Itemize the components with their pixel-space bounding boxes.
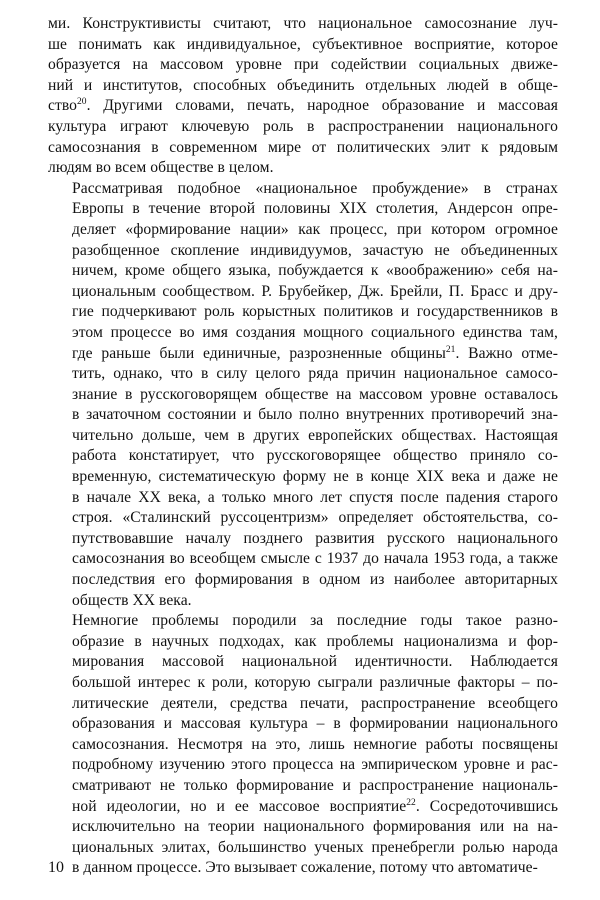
text-line: Рассматривая подобное «национальное пробуждение» в странах <box>72 179 558 197</box>
body-text <box>48 14 558 879</box>
text-line: литические деятели, средства печати, распространение всеобщего <box>72 694 558 712</box>
text-line: образуется на массовом уровне при содействии социальных движе- <box>48 56 558 74</box>
text-line: большой интерес к роли, которую сыграли различные факторы – по- <box>72 674 558 691</box>
text-line: ше понимать как индивидуальное, субъективное восприятие, которое <box>48 35 558 53</box>
text-line: чительно дольше, чем в других европейских обществах. Настоящая <box>72 426 558 444</box>
text-line: самосознания в современном мире от политических элит к рядовым <box>48 138 558 156</box>
text-line: ми. Конструктивисты считают, что национальное самосознание луч- <box>48 15 558 32</box>
text-line: циональным сообществом. Р. Брубейкер, Дж. Брейли, П. Брасс и дру- <box>72 282 558 300</box>
text-line: деляет «формирование нации» как процесс, при котором огромное <box>72 220 558 238</box>
text-line: самосознания во всеобщем смысле с 1937 до начала 1953 года, а также <box>72 550 558 568</box>
text-line: временную, систематическую форму не в конце XIX века и даже не <box>72 468 558 486</box>
text-line: тить, однако, что в силу целого ряда причин национальное самосо- <box>72 365 558 383</box>
text-line: путствовавшие началу позднего развития русского национального <box>72 529 558 547</box>
text-line: циональных элитах, большинство ученых пренебрегли ролью народа <box>72 838 558 856</box>
footnote-ref: 21 <box>445 344 456 355</box>
text-line: ний и институтов, способных объединить отдельных людей в обще- <box>48 76 558 94</box>
text-line: в зачаточном состоянии и было полно внутренних противоречий зна- <box>72 406 558 424</box>
text-line: мирования массовой национальной идентичности. Наблюдается <box>72 653 558 671</box>
text-line: самосознания. Несмотря на это, лишь немногие работы посвящены <box>72 735 558 753</box>
book-page <box>48 14 558 884</box>
text-line: в данном процессе. Это вызывает сожаление, потому что автоматиче- <box>72 859 538 877</box>
text-line: работа констатирует, что русскоговорящее общество приняло со- <box>72 447 558 465</box>
text-line: ничем, кроме общего языка, побуждается к «воображению» себя на- <box>72 262 558 280</box>
text-line: последствия его формирования в одном из наиболее авторитарных <box>72 571 558 589</box>
text-line: строя. «Сталинский руссоцентризм» определяет обстоятельства, со- <box>72 509 558 527</box>
paragraph-3 <box>48 611 558 879</box>
text-line: ной идеологии, но и ее массовое восприятие$^{22}$. Сосредоточившись <box>72 797 558 815</box>
text-line: где раньше были единичные, разрозненные общины$^{21}$. Важно отме- <box>72 344 558 362</box>
text-line: образования и массовая культура – в формировании национального <box>72 715 558 733</box>
text-line: знание в русскоговорящем обществе на массовом уровне оставалось <box>72 385 558 403</box>
text-line: Европы в течение второй половины XIX столетия, Андерсон опре- <box>72 200 558 218</box>
text-line: разобщенное скопление индивидуумов, зачастую не объединенных <box>72 241 558 259</box>
text-line: в начале XX века, а только много лет спустя после падения старого <box>72 488 558 506</box>
paragraph-1 <box>48 14 558 179</box>
text-line: гие подчеркивают роль корыстных политиков и государственников в <box>72 303 558 321</box>
footnote-ref: 20 <box>77 97 87 108</box>
text-line: сматривают не только формирование и распространение националь- <box>72 776 558 794</box>
text-line: Немногие проблемы породили за последние годы такое разно- <box>72 612 558 630</box>
paragraph-2 <box>48 179 558 611</box>
text-line: этом процессе во имя создания мощного социального единства там, <box>72 323 558 341</box>
text-line: образие в научных подходах, как проблемы национализма и фор- <box>72 632 558 650</box>
text-line: обществ XX века. <box>72 591 192 609</box>
text-line: людям во всем обществе в целом. <box>48 159 274 177</box>
text-line: исключительно на теории национального формирования или на на- <box>72 818 558 836</box>
text-line: подробному изучению этого процесса на эмпирическом уровне и рас- <box>72 756 558 774</box>
text-line: ство$^{20}$. Другими словами, печать, народное образование и массовая <box>48 97 558 115</box>
text-line: культура играют ключевую роль в распространении национального <box>48 117 558 135</box>
page-number: 10 <box>48 859 64 876</box>
footnote-ref: 22 <box>406 797 416 808</box>
